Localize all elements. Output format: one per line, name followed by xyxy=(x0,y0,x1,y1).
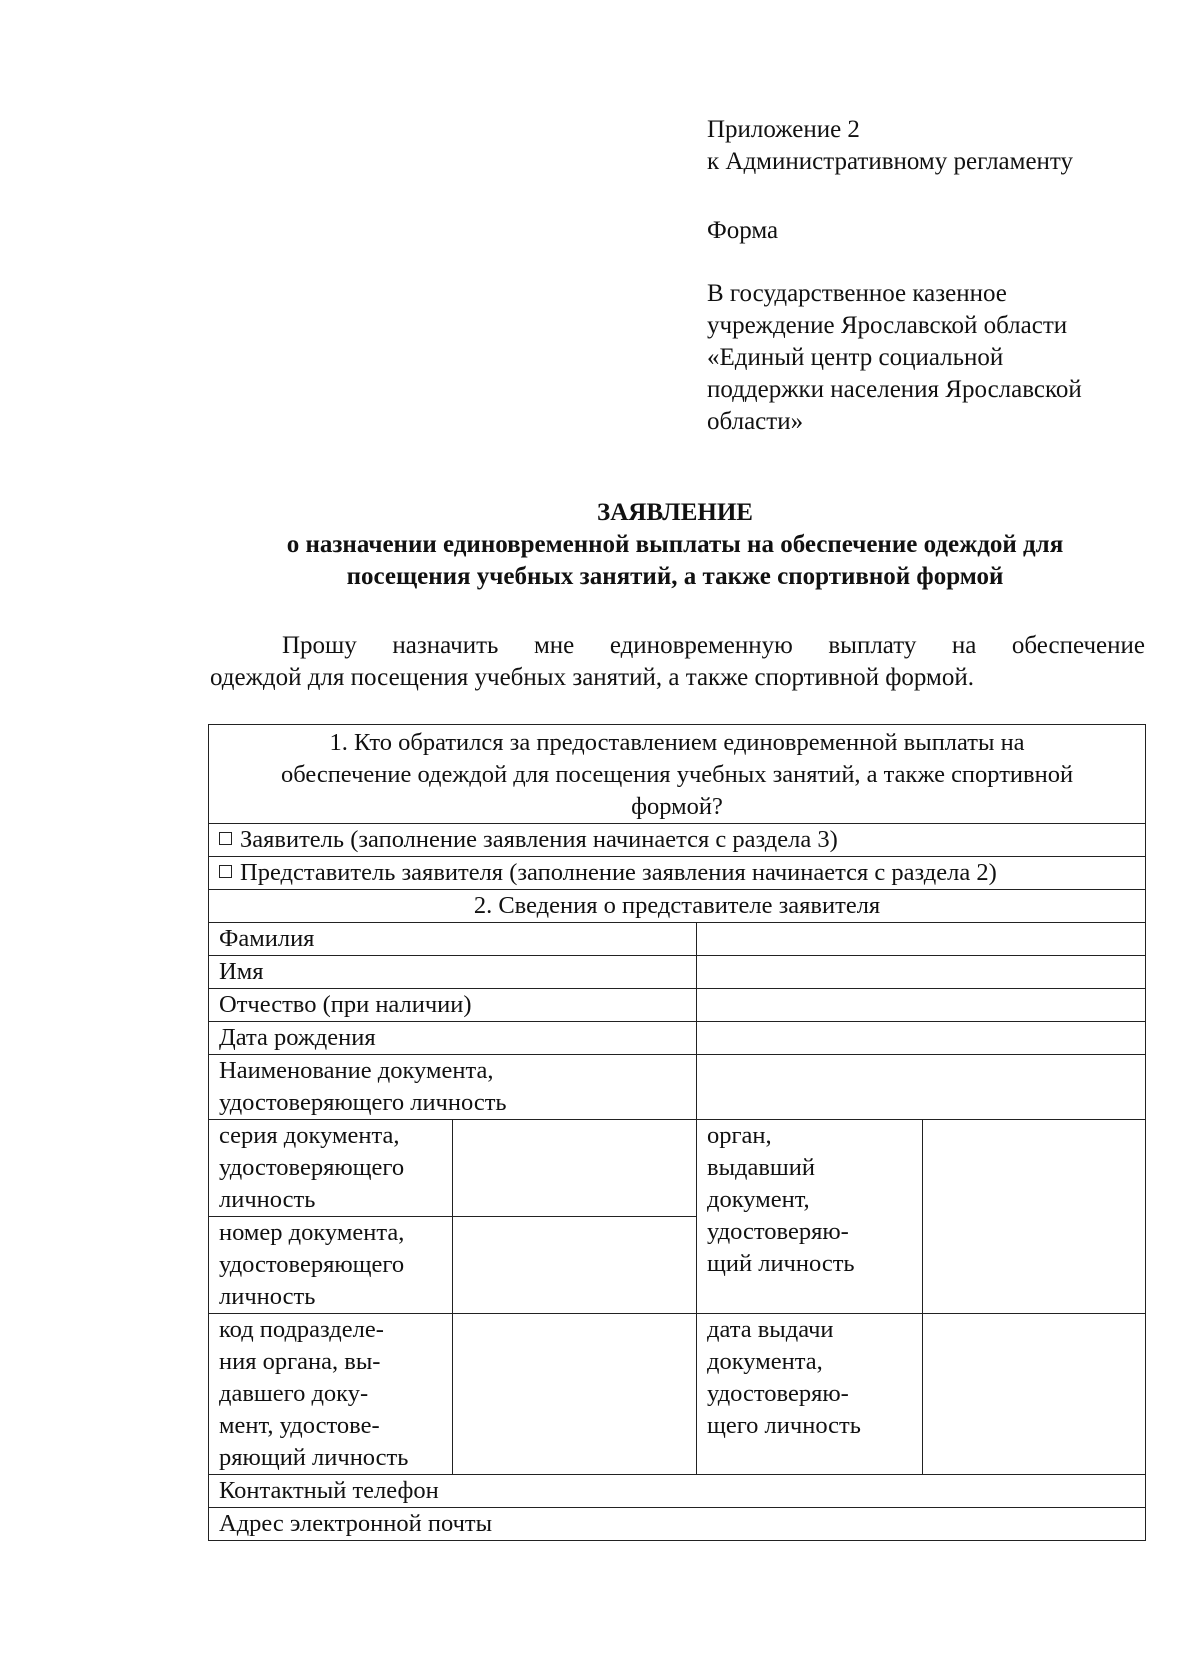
addressee-line: поддержки населения Ярославской xyxy=(707,376,1082,403)
title-subtitle-line: о назначении единовременной выплаты на обеспечение одеждой для xyxy=(286,531,1064,558)
section1-heading: 1. Кто обратился за предоставлением единовременной выплаты на обеспечение одеждой для посещения учебных занятий, а также спортивной формой? xyxy=(209,725,1146,824)
table-row xyxy=(209,725,1146,824)
doc-series-field[interactable] xyxy=(453,1120,697,1217)
dept-code-field[interactable] xyxy=(453,1314,697,1475)
issuer-field[interactable] xyxy=(923,1120,1146,1314)
addressee-line: В государственное казенное xyxy=(707,280,1007,307)
table-row xyxy=(209,956,1146,989)
table-row xyxy=(209,857,1146,890)
request-paragraph xyxy=(210,630,1145,694)
addressee-line: области» xyxy=(707,408,804,435)
doc-name-field[interactable] xyxy=(697,1055,1146,1120)
table-row xyxy=(209,989,1146,1022)
doc-number-label: номер документа, удостоверяющего личность xyxy=(209,1217,453,1314)
table-row xyxy=(209,1055,1146,1120)
email-label: Адрес электронной почты xyxy=(219,1510,493,1537)
issuer-label: орган, выдавший документ, удостоверяю- щий личность xyxy=(697,1120,923,1314)
table-row xyxy=(209,890,1146,923)
phone-label: Контактный телефон xyxy=(219,1477,439,1504)
issue-date-label: дата выдачи документа, удостоверяю- щего личность xyxy=(697,1314,923,1475)
table-row xyxy=(209,1022,1146,1055)
name-label: Имя xyxy=(209,956,697,989)
table-row xyxy=(209,824,1146,857)
application-form-table xyxy=(208,724,1146,1541)
title-subtitle-line: посещения учебных занятий, а также спортивной формой xyxy=(346,563,1004,590)
doc-name-label: Наименование документа, удостоверяющего личность xyxy=(209,1055,697,1120)
dept-code-label: код подразделе- ния органа, вы- давшего доку- мент, удостове- ряющий личность xyxy=(209,1314,453,1475)
document-title xyxy=(200,497,1150,593)
table-row xyxy=(209,923,1146,956)
form-label xyxy=(707,215,1147,247)
request-line-1: Прошу назначить мне единовременную выплату на обеспечение xyxy=(282,632,1145,659)
surname-field[interactable] xyxy=(697,923,1146,956)
form-label-text: Форма xyxy=(707,217,779,244)
option-applicant-cell[interactable] xyxy=(209,824,1146,857)
table-row xyxy=(209,1508,1146,1541)
appendix-line: к Административному регламенту xyxy=(707,148,1074,175)
phone-cell[interactable] xyxy=(209,1475,1146,1508)
doc-number-field[interactable] xyxy=(453,1217,697,1314)
patronymic-label: Отчество (при наличии) xyxy=(209,989,697,1022)
surname-label: Фамилия xyxy=(209,923,697,956)
addressee-line: «Единый центр социальной xyxy=(707,344,1004,371)
checkbox-icon[interactable] xyxy=(219,832,232,845)
birth-date-label: Дата рождения xyxy=(209,1022,697,1055)
birth-date-field[interactable] xyxy=(697,1022,1146,1055)
name-field[interactable] xyxy=(697,956,1146,989)
addressee-line: учреждение Ярославской области xyxy=(707,312,1068,339)
email-cell[interactable] xyxy=(209,1508,1146,1541)
table-row xyxy=(209,1120,1146,1217)
appendix-note xyxy=(707,114,1147,178)
appendix-line: Приложение 2 xyxy=(707,116,860,143)
table-row xyxy=(209,1475,1146,1508)
title-main: ЗАЯВЛЕНИЕ xyxy=(597,499,753,526)
patronymic-field[interactable] xyxy=(697,989,1146,1022)
option-representative-cell[interactable] xyxy=(209,857,1146,890)
option-representative-label: Представитель заявителя (заполнение заявления начинается с раздела 2) xyxy=(240,859,997,886)
checkbox-icon[interactable] xyxy=(219,865,232,878)
addressee-block xyxy=(707,278,1147,438)
section2-heading: 2. Сведения о представителе заявителя xyxy=(209,890,1146,923)
table-row xyxy=(209,1314,1146,1475)
request-line-2: одеждой для посещения учебных занятий, а также спортивной формой. xyxy=(210,664,975,691)
doc-series-label: серия документа, удостоверяющего личность xyxy=(209,1120,453,1217)
option-applicant-label: Заявитель (заполнение заявления начинается с раздела 3) xyxy=(240,826,838,853)
issue-date-field[interactable] xyxy=(923,1314,1146,1475)
